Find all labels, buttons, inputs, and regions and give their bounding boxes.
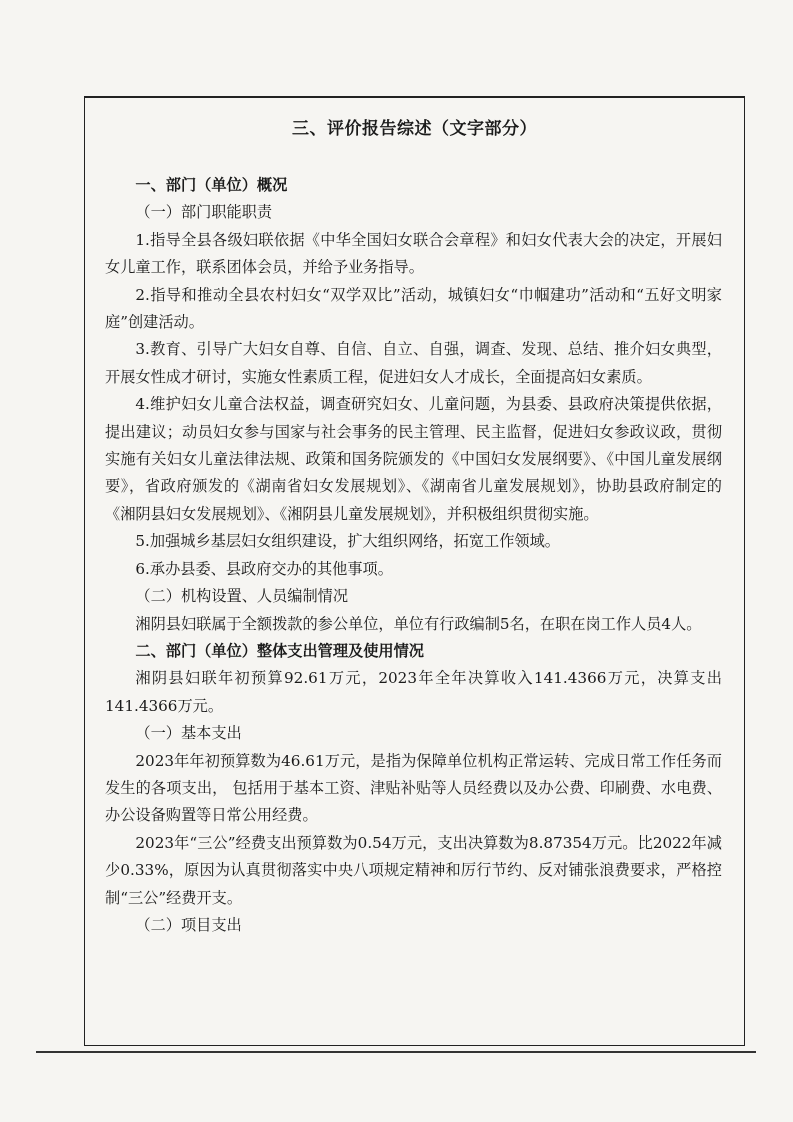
section-heading: 二、部门（单位）整体支出管理及使用情况 <box>135 641 424 660</box>
subsection-heading: （一）基本支出 <box>135 724 242 743</box>
paragraph: 6.承办县委、县政府交办的其他事项。 <box>135 559 393 578</box>
paragraph: 2023年年初预算数为46.61万元，是指为保障单位机构正常运转、完成日常工作任务而发生的各项支出， 包括用于基本工资、津贴补贴等人员经费以及办公费、印刷费、水电费、办公设备购置等日常公用经费。 <box>105 751 722 825</box>
section-heading: 一、部门（单位）概况 <box>135 176 288 194</box>
paragraph: 2023年“三公”经费支出预算数为0.54万元，支出决算数为8.87354万元。比2022年减少0.33%，原因为认真贯彻落实中央八项规定精神和厉行节约、反对铺张浪费要求，严格控制“三公”经费开支。 <box>105 833 722 907</box>
subsection-heading: （二）机构设置、人员编制情况 <box>135 587 349 606</box>
paragraph: 湘阴县妇联年初预算92.61万元，2023年全年决算收入141.4366万元，决算支出141.4366万元。 <box>105 669 722 715</box>
subsection-heading: （二）项目支出 <box>135 915 242 934</box>
paragraph: 5.加强城乡基层妇女组织建设，扩大组织网络，拓宽工作领域。 <box>135 532 560 551</box>
paragraph: 2.指导和推动全县农村妇女“双学双比”活动，城镇妇女“巾帼建功”活动和“五好文明家庭”创建活动。 <box>105 285 722 332</box>
report-body <box>105 172 722 939</box>
page-title: 三、评价报告综述（文字部分） <box>292 119 537 139</box>
paragraph: 4.维护妇女儿童合法权益，调查研究妇女、儿童问题，为县委、县政府决策提供依据，提出建议；动员妇女参与国家与社会事务的民主管理、民主监督，促进妇女参政议政，贯彻实施有关妇女儿童法律法规、政策和国务院颁发的《中国妇女发展纲要》、《中国儿童发展纲要》，省政府颁发的《湖南省妇女发展规划》、《湖南省儿童发展规划》，协助县政府制定的《湘阴县妇女发展规划》、《湘阴县儿童发展规划》，并积极组织贯彻实施。 <box>105 395 722 523</box>
scan-edge-line <box>36 1051 756 1053</box>
paragraph: 湘阴县妇联属于全额拨款的参公单位，单位有行政编制5名，在职在岗工作人员4人。 <box>135 614 702 633</box>
paragraph: 3.教育、引导广大妇女自尊、自信、自立、自强，调查、发现、总结、推介妇女典型，开展女性成才研讨，实施女性素质工程，促进妇女人才成长，全面提高妇女素质。 <box>105 340 722 386</box>
report-frame <box>84 96 745 1046</box>
paragraph: 1.指导全县各级妇联依据《中华全国妇女联合会章程》和妇女代表大会的决定，开展妇女儿童工作，联系团体会员，并给予业务指导。 <box>105 230 722 277</box>
subsection-heading: （一）部门职能职责 <box>135 203 273 222</box>
